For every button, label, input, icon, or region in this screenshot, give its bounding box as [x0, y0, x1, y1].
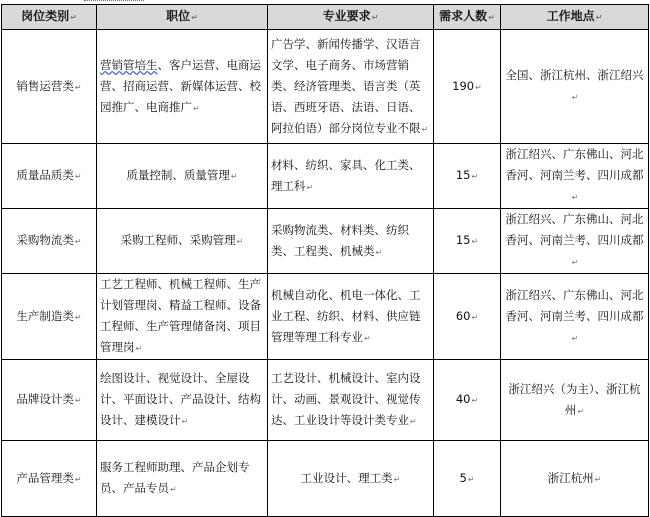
count-cell: 15↵ — [434, 144, 501, 209]
job-table — [1, 4, 649, 517]
table-row — [2, 441, 649, 517]
category-cell: 销售运营类↵ — [2, 30, 97, 144]
position-cell: 服务工程师助理、产品企划专员、产品专员↵ — [97, 441, 268, 517]
count-cell: 60↵ — [434, 274, 501, 360]
major-cell: 工业设计、理工类↵ — [268, 441, 434, 517]
count-cell: 15↵ — [434, 209, 501, 274]
major-cell: 机械自动化、机电一体化、工业工程、纺织、材料、供应链管理等理工科专业↵ — [268, 274, 434, 360]
header-category: 岗位类别↵ — [2, 5, 97, 30]
table-row — [2, 360, 649, 441]
category-cell: 生产制造类↵ — [2, 274, 97, 360]
header-location: 工作地点↵ — [501, 5, 649, 30]
position-cell: 质量控制、质量管理↵ — [97, 144, 268, 209]
count-cell: 5↵ — [434, 441, 501, 517]
header-row — [2, 5, 649, 30]
location-cell: 浙江绍兴、广东佛山、河北香河、河南兰考、四川成都↵ — [501, 274, 649, 360]
header-count: 需求人数↵ — [434, 5, 501, 30]
header-position: 职位↵ — [97, 5, 268, 30]
major-cell: 材料、纺织、家具、化工类、理工科↵ — [268, 144, 434, 209]
location-cell: 浙江绍兴、广东佛山、河北香河、河南兰考、四川成都↵ — [501, 144, 649, 209]
table-row — [2, 30, 649, 144]
category-cell: 采购物流类↵ — [2, 209, 97, 274]
major-cell: 工艺设计、机械设计、室内设计、动画、景观设计、视觉传达、工业设计等设计类专业↵ — [268, 360, 434, 441]
position-cell: 采购工程师、采购管理↵ — [97, 209, 268, 274]
location-cell: 浙江杭州↵ — [501, 441, 649, 517]
spellcheck-underlined-text: 营销管培生 — [100, 57, 158, 72]
location-cell: 全国、浙江杭州、浙江绍兴↵ — [501, 30, 649, 144]
position-cell: 工艺工程师、机械工程师、生产计划管理岗、精益工程师、设备工程师、生产管理储备岗、项目管理岗↵ — [97, 274, 268, 360]
category-cell: 质量品质类↵ — [2, 144, 97, 209]
location-cell: 浙江绍兴、广东佛山、河北香河、河南兰考、四川成都↵ — [501, 209, 649, 274]
major-cell: 广告学、新闻传播学、汉语言文学、电子商务、市场营销类、经济管理类、语言类（英语、西班牙语、法语、日语、阿拉伯语）部分岗位专业不限↵ — [268, 30, 434, 144]
major-cell: 采购物流类、材料类、纺织类、工程类、机械类↵ — [268, 209, 434, 274]
table-row — [2, 209, 649, 274]
table-row — [2, 274, 649, 360]
count-cell: 190↵ — [434, 30, 501, 144]
category-cell: 产品管理类↵ — [2, 441, 97, 517]
header-major: 专业要求↵ — [268, 5, 434, 30]
location-cell: 浙江绍兴（为主）、浙江杭州↵ — [501, 360, 649, 441]
position-cell: 绘图设计、视觉设计、全屋设计、平面设计、产品设计、结构设计、建模设计↵ — [97, 360, 268, 441]
count-cell: 40↵ — [434, 360, 501, 441]
category-cell: 品牌设计类↵ — [2, 360, 97, 441]
table-row — [2, 144, 649, 209]
top-dotted-line — [84, 0, 144, 2]
position-cell: 营销管培生、客户运营、电商运营、招商运营、新媒体运营、校园推广、电商推广↵ — [97, 30, 268, 144]
